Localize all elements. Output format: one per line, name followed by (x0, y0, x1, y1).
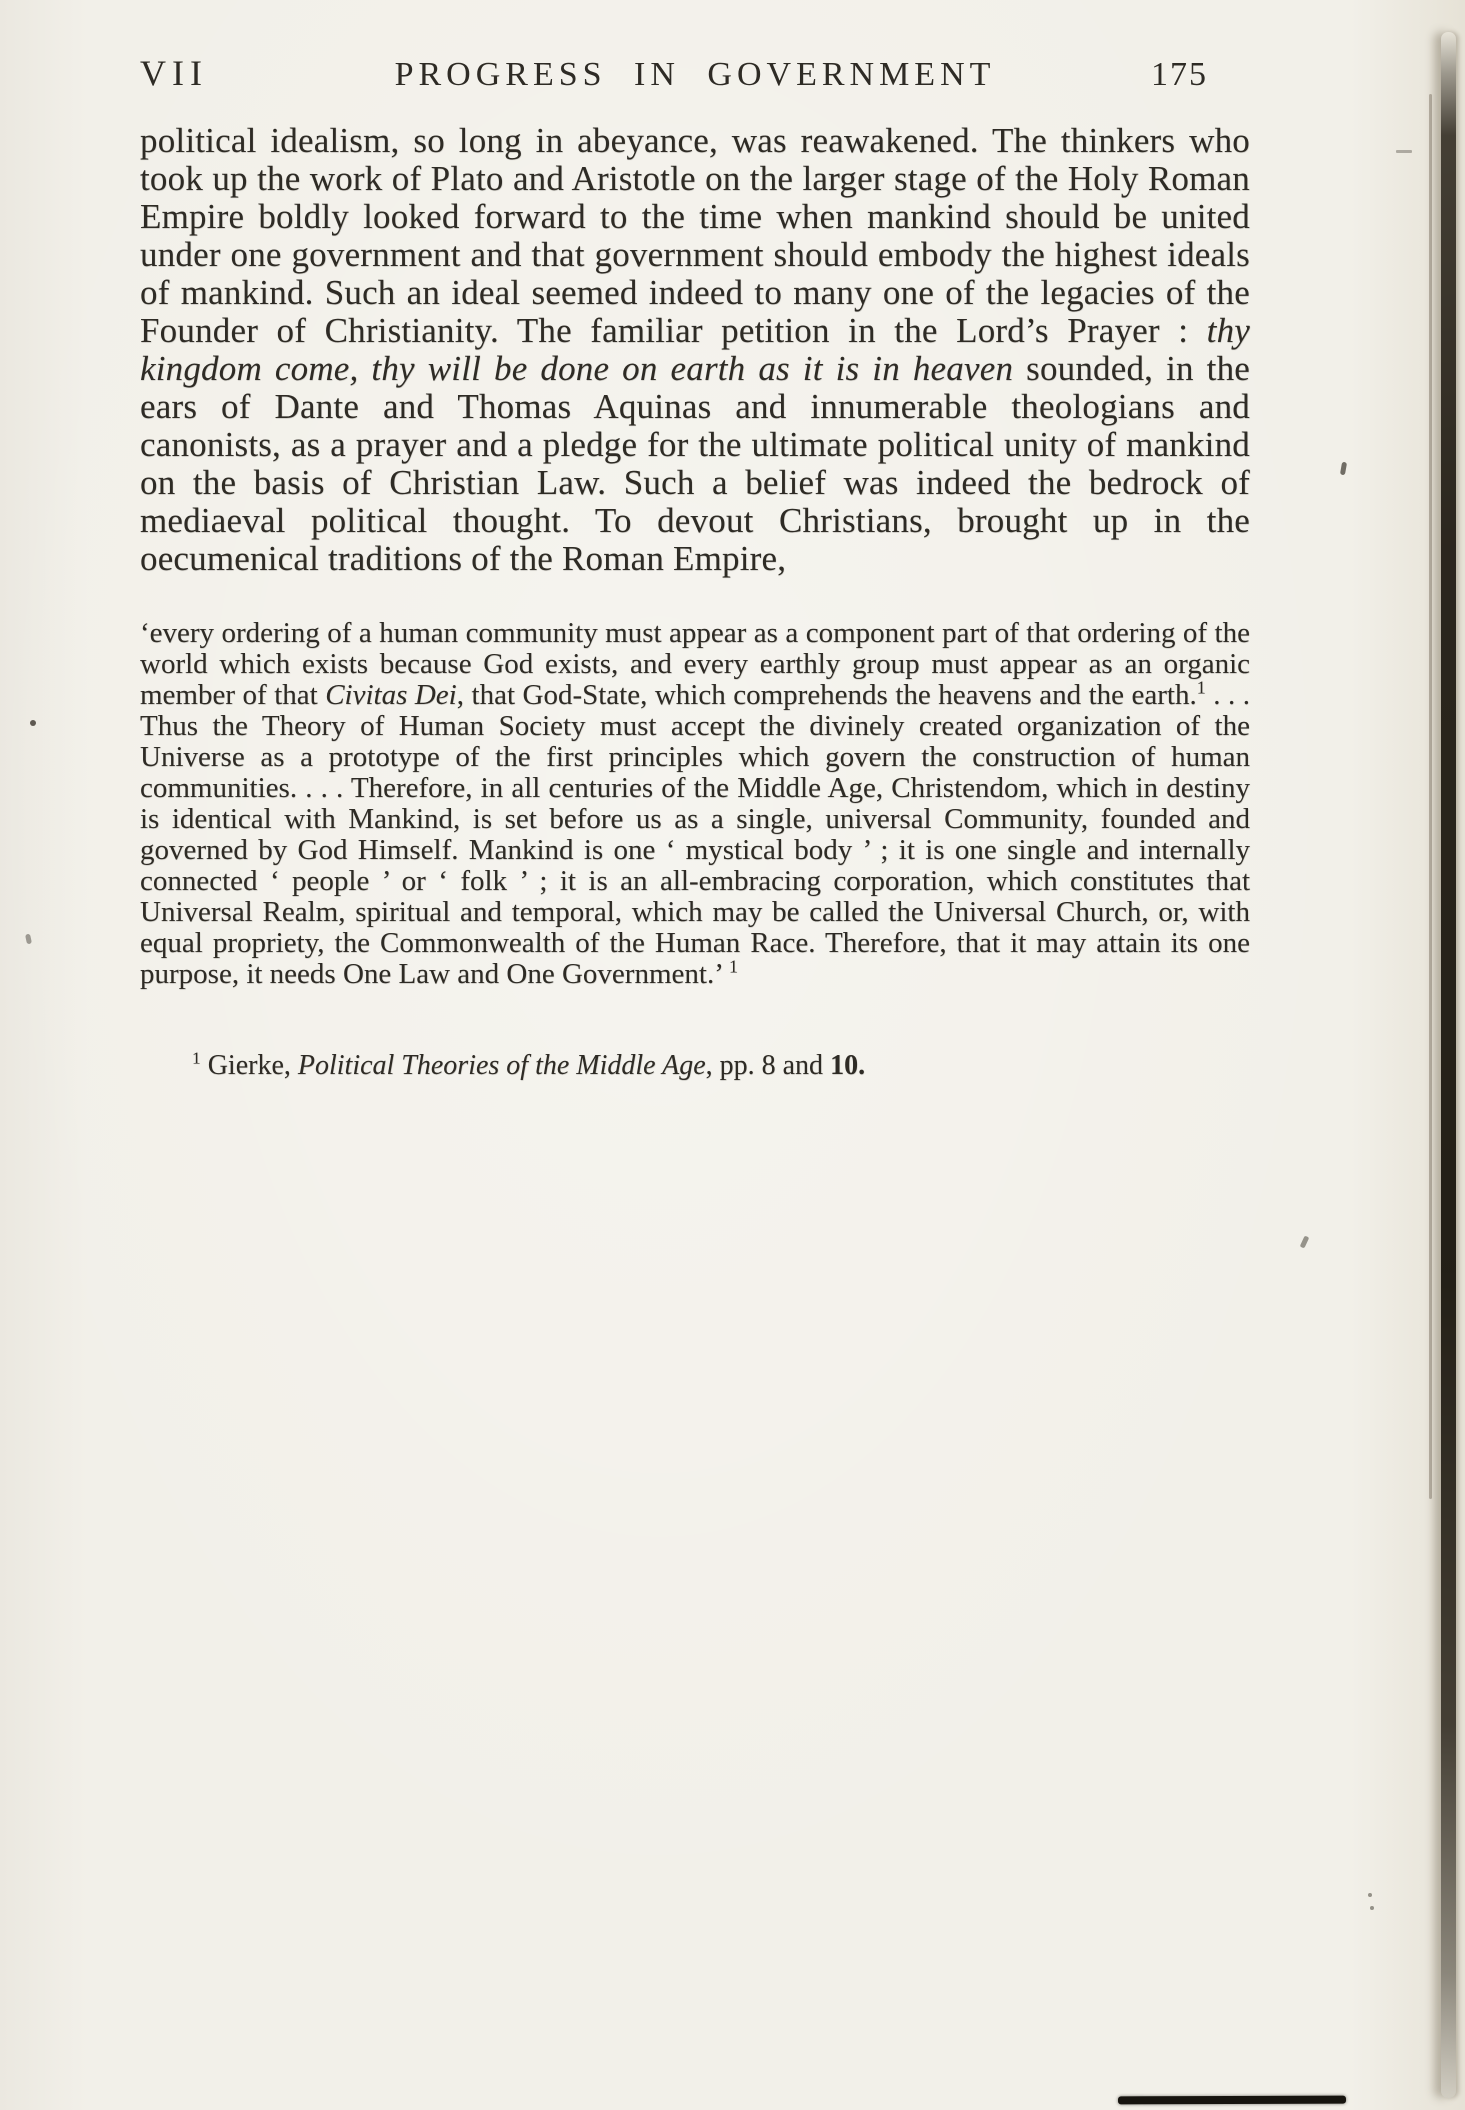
scan-speck (1300, 1236, 1310, 1249)
scan-speck (1340, 462, 1347, 476)
scan-speck (25, 934, 32, 945)
scan-speck (1368, 1893, 1372, 1897)
running-title: PROGRESS IN GOVERNMENT (394, 56, 996, 93)
block-quote: ‘every ordering of a human community must appear as a component part of that ordering of the world which exists because God exists, and every earthly group must appear as an organic member of that Civitas Dei, that God-State, which comprehends the heavens and the earth.$^1$ . . . Thus the Theory of Human Society must accept the divinely created organization of the Universe as a prototype of the first principles which govern the construction of human communities. . . . Therefore, in all centuries of the Middle Age, Christendom, which in destiny is identical with Mankind, is set before us as a single, universal Community, founded and governed by God Himself. Mankind is one ‘ mystical body ’ ; it is one single and internally connected ‘ people ’ or ‘ folk ’ ; it is an all-embracing corporation, which constitutes that Universal Realm, spiritual and temporal, which may be called the Universal Church, or, with equal propriety, the Commonwealth of the Human Race. Therefore, that it may attain its one purpose, it needs One Law and One Government.’ $^1$ (140, 617, 1250, 990)
scan-speck (30, 720, 36, 726)
book-binding-shadow (1441, 32, 1456, 2098)
chapter-numeral: VII (140, 53, 208, 93)
footnote: $^1$ Gierke, Political Theories of the Middle Age, pp. 8 and 10. (192, 1048, 866, 1081)
main-paragraph: political idealism, so long in abeyance, was reawakened. The thinkers who took up the work of Plato and Aristotle on the larger stage of the Holy Roman Empire boldly looked forward to the time when mankind should be united under one government and that government should embody the highest ideals of mankind. Such an ideal seemed indeed to many one of the legacies of the Founder of Christianity. The familiar petition in the Lord’s Prayer : thy kingdom come, thy will be done on earth as it is in heaven sounded, in the ears of Dante and Thomas Aquinas and innumerable theologians and canonists, as a prayer and a pledge for the ultimate political unity of mankind on the basis of Christian Law. Such a belief was indeed the bedrock of mediaeval political thought. To devout Christians, brought up in the oecumenical traditions of the Roman Empire, (140, 121, 1251, 578)
page-number: 175 (1151, 56, 1208, 93)
scan-speck (1370, 1906, 1374, 1910)
page-header (140, 52, 1250, 94)
page-content (140, 52, 1250, 1082)
scan-speck (1396, 150, 1412, 153)
scan-artifact-line (1118, 2096, 1346, 2105)
